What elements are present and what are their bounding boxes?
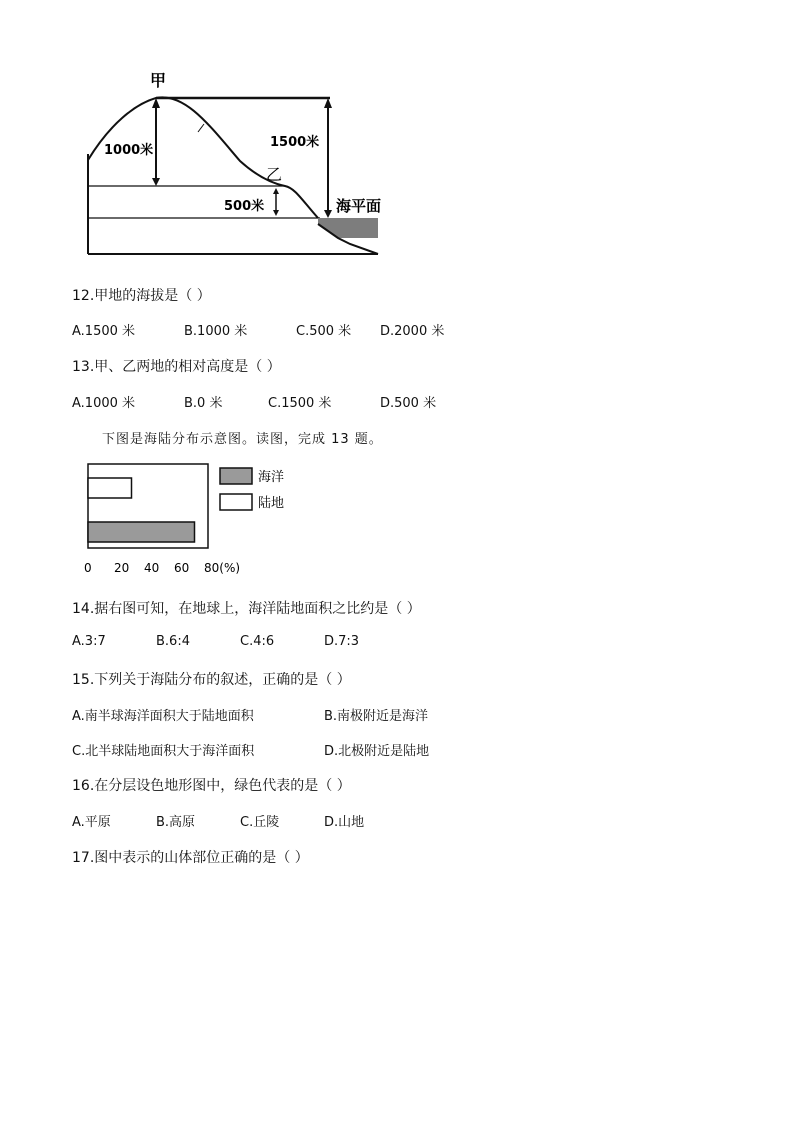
arrow-1500-head-top xyxy=(324,98,332,108)
tick-label: 20 xyxy=(114,561,130,575)
slope-tick xyxy=(198,124,204,132)
tick-label: 60 xyxy=(174,561,190,575)
legend-ocean-swatch xyxy=(220,468,252,484)
elevation-diagram xyxy=(80,66,400,262)
question-13-option-d[interactable]: D.500 米 xyxy=(380,396,437,411)
label-jia: 甲 xyxy=(150,71,167,90)
bar-land xyxy=(88,478,132,498)
question-14-option-a[interactable]: A.3:7 xyxy=(72,634,106,649)
question-12-option-c[interactable]: C.500 米 xyxy=(296,324,352,339)
question-16-option-c[interactable]: C.丘陵 xyxy=(240,815,280,830)
label-500: 500米 xyxy=(224,199,265,214)
question-13-stem: 13.甲、乙两地的相对高度是（ ） xyxy=(72,359,281,375)
tick-label: 80(%) xyxy=(204,561,241,575)
question-15-option-c[interactable]: C.北半球陆地面积大于海洋面积 xyxy=(72,744,255,759)
section-intro: 下图是海陆分布示意图。读图，完成 13 题。 xyxy=(102,432,383,447)
bar-ocean xyxy=(88,522,195,542)
question-16-option-a[interactable]: A.平原 xyxy=(72,815,111,830)
question-17-stem: 17.图中表示的山体部位正确的是（ ） xyxy=(72,850,309,866)
question-13-option-b[interactable]: B.0 米 xyxy=(184,396,223,411)
question-12-stem: 12.甲地的海拔是（ ） xyxy=(72,288,211,304)
question-15-option-d[interactable]: D.北极附近是陆地 xyxy=(324,744,430,759)
label-1500: 1500米 xyxy=(270,135,320,150)
sea-body xyxy=(318,218,378,238)
question-12-option-a[interactable]: A.1500 米 xyxy=(72,324,136,339)
arrow-500-head-bottom xyxy=(273,210,279,216)
label-yi: 乙 xyxy=(266,165,283,184)
question-14-option-d[interactable]: D.7:3 xyxy=(324,634,360,649)
land-ocean-chart xyxy=(80,460,310,578)
tick-label: 0 xyxy=(84,561,92,575)
question-15-option-b[interactable]: B.南极附近是海洋 xyxy=(324,709,429,724)
question-13-option-c[interactable]: C.1500 米 xyxy=(268,396,332,411)
question-14-option-b[interactable]: B.6:4 xyxy=(156,634,190,649)
arrow-1500-head-bottom xyxy=(324,210,332,218)
question-15-option-a[interactable]: A.南半球海洋面积大于陆地面积 xyxy=(72,709,254,724)
question-16-stem: 16.在分层设色地形图中，绿色代表的是（ ） xyxy=(72,778,351,794)
question-14-stem: 14.据右图可知，在地球上，海洋陆地面积之比约是（ ） xyxy=(72,601,421,617)
question-14-option-c[interactable]: C.4:6 xyxy=(240,634,275,649)
arrow-500-head-top xyxy=(273,188,279,194)
legend-land-swatch xyxy=(220,494,252,510)
label-1000: 1000米 xyxy=(104,143,154,158)
question-12-option-b[interactable]: B.1000 米 xyxy=(184,324,248,339)
arrow-1000-head-bottom xyxy=(152,178,160,186)
label-sea-level: 海平面 xyxy=(336,197,382,215)
question-12-option-d[interactable]: D.2000 米 xyxy=(380,324,445,339)
legend-land-label: 陆地 xyxy=(258,496,285,511)
tick-label: 40 xyxy=(144,561,160,575)
question-13-option-a[interactable]: A.1000 米 xyxy=(72,396,136,411)
question-16-option-b[interactable]: B.高原 xyxy=(156,815,196,830)
question-16-option-d[interactable]: D.山地 xyxy=(324,815,365,830)
question-15-stem: 15.下列关于海陆分布的叙述，正确的是（ ） xyxy=(72,672,351,688)
legend-ocean-label: 海洋 xyxy=(258,470,285,485)
